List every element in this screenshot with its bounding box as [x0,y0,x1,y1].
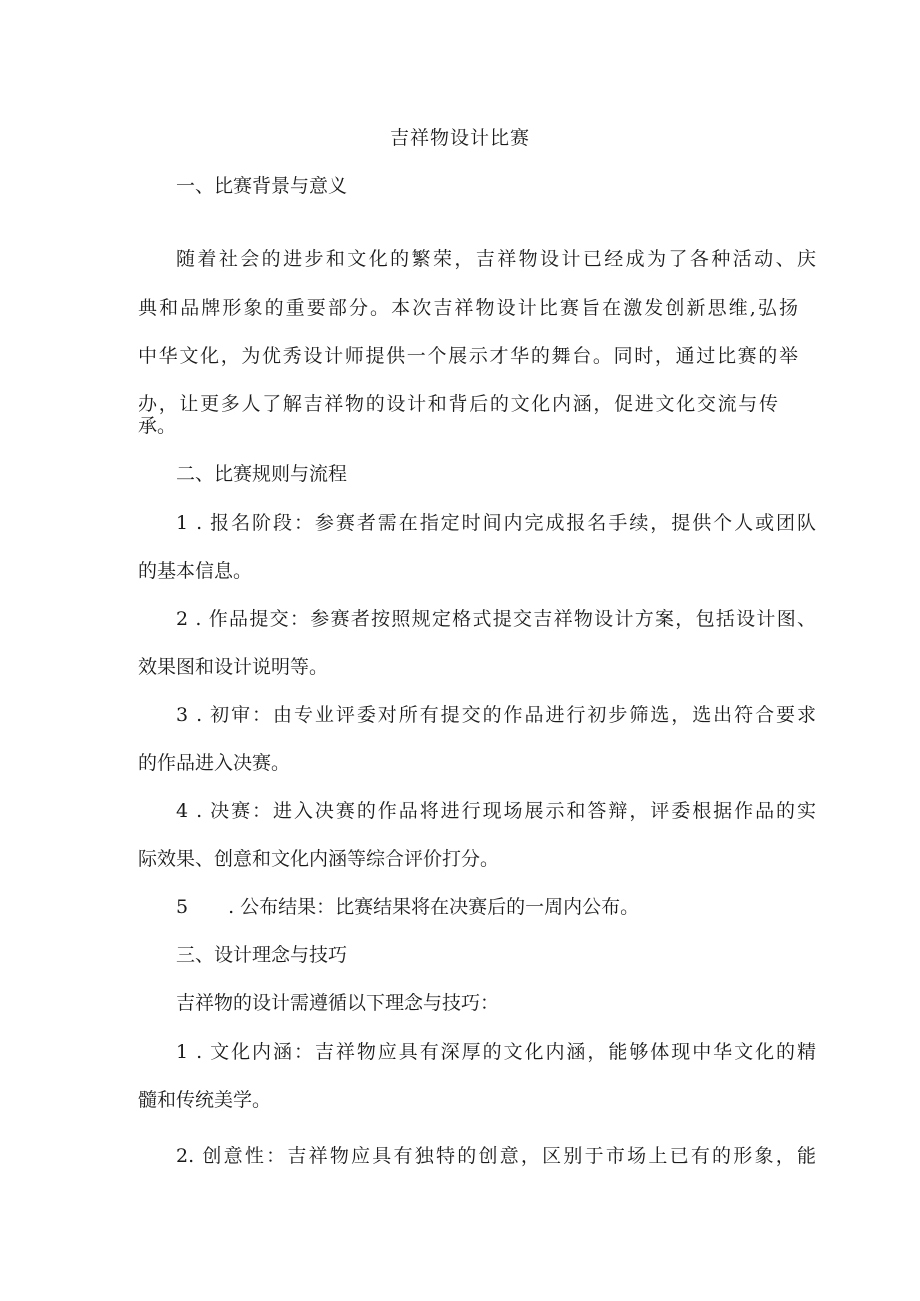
section-heading-rules: 二、比赛规则与流程 [176,463,348,485]
list-item-line: 1 . 报名阶段：参赛者需在指定时间内完成报名手续，提供个人或团队 [176,512,816,534]
section-heading-background: 一、比赛背景与意义 [176,175,348,197]
list-item-line: 的作品进入决赛。 [138,752,291,774]
list-item-line: 2 . 作品提交：参赛者按照规定格式提交吉祥物设计方案，包括设计图、 [176,608,816,630]
list-item-line: 1 . 文化内涵：吉祥物应具有深厚的文化内涵，能够体现中华文化的精 [176,1041,816,1063]
list-item-line: 4 . 决赛：进入决赛的作品将进行现场展示和答辩，评委根据作品的实 [176,800,816,822]
list-item-number: 5 [176,896,189,918]
paragraph-line: 随着社会的进步和文化的繁荣，吉祥物设计已经成为了各种活动、庆 [176,248,816,270]
section-intro: 吉祥物的设计需遵循以下理念与技巧： [176,992,500,1014]
list-item-line: 的基本信息。 [138,560,253,582]
list-item-text: . 公布结果：比赛结果将在决赛后的一周内公布。 [228,896,640,918]
section-heading-design: 三、设计理念与技巧 [176,944,348,966]
list-item-line: 2. 创意性：吉祥物应具有独特的创意，区别于市场上已有的形象，能 [176,1145,816,1167]
list-item-line: 髓和传统美学。 [138,1089,272,1111]
document-title: 吉祥物设计比赛 [389,127,530,149]
paragraph-line: 典和品牌形象的重要部分。本次吉祥物设计比赛旨在激发创新思维,弘扬 [138,297,798,319]
list-item-line: 3 . 初审：由专业评委对所有提交的作品进行初步筛选，选出符合要求 [176,704,816,726]
list-item-line: 效果图和设计说明等。 [138,656,329,678]
list-item-line: 际效果、创意和文化内涵等综合评价打分。 [138,848,500,870]
paragraph-line: 办，让更多人了解吉祥物的设计和背后的文化内涵，促进文化交流与传 [138,393,778,415]
paragraph-line: 承。 [138,415,177,437]
paragraph-line: 中华文化，为优秀设计师提供一个展示才华的舞台。同时，通过比赛的举 [138,345,798,367]
list-item-line-5 [176,893,816,921]
